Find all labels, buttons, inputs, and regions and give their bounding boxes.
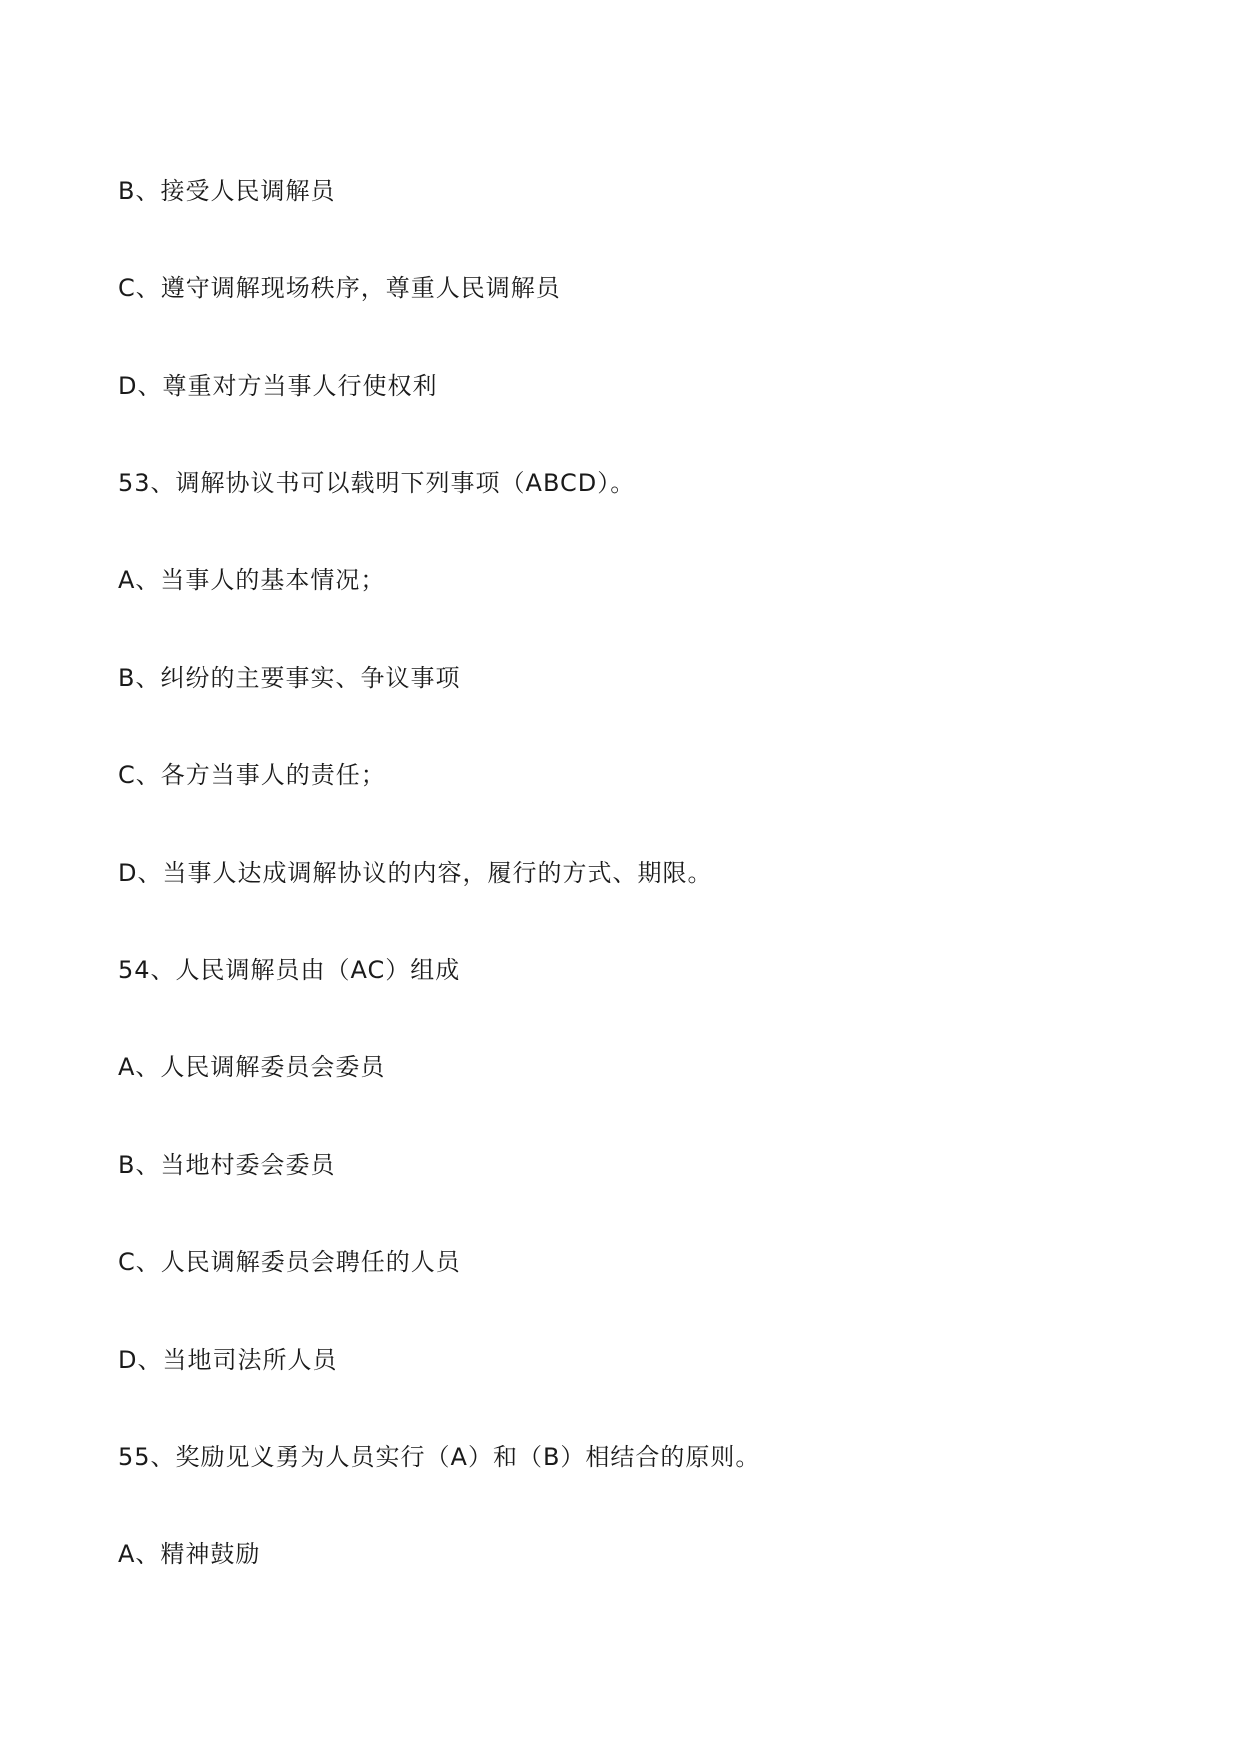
option-54-d: D、当地司法所人员: [118, 1346, 338, 1374]
option-55-a: A、精神鼓励: [118, 1540, 261, 1568]
option-52-b: B、接受人民调解员: [118, 177, 336, 205]
option-53-c: C、各方当事人的责任；: [118, 761, 386, 789]
question-53: 53、调解协议书可以载明下列事项（ABCD）。: [118, 469, 636, 497]
option-52-d: D、尊重对方当事人行使权利: [118, 372, 438, 400]
option-53-a: A、当事人的基本情况；: [118, 566, 386, 594]
option-54-a: A、人民调解委员会委员: [118, 1053, 386, 1081]
option-54-c: C、人民调解委员会聘任的人员: [118, 1248, 461, 1276]
option-54-b: B、当地村委会委员: [118, 1151, 336, 1179]
option-52-c: C、遵守调解现场秩序，尊重人民调解员: [118, 274, 561, 302]
option-53-b: B、纠纷的主要事实、争议事项: [118, 664, 461, 692]
option-53-d: D、当事人达成调解协议的内容，履行的方式、期限。: [118, 859, 713, 887]
question-54: 54、人民调解员由（AC）组成: [118, 956, 461, 984]
question-55: 55、奖励见义勇为人员实行（A）和（B）相结合的原则。: [118, 1443, 761, 1471]
